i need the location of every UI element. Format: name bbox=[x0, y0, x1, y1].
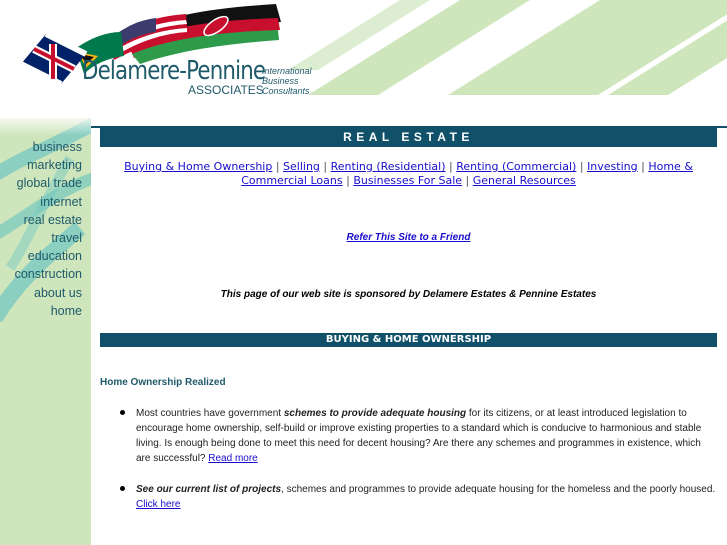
separator: | bbox=[323, 160, 328, 173]
brand-subtitle: ASSOCIATES bbox=[188, 83, 264, 97]
sidebar-item-business[interactable]: business bbox=[32, 140, 82, 154]
separator: | bbox=[579, 160, 584, 173]
tagline-line: Business bbox=[262, 76, 299, 86]
bullet-icon bbox=[120, 486, 125, 491]
sidebar-item-about-us[interactable]: about us bbox=[34, 285, 82, 300]
category-links bbox=[100, 160, 717, 188]
link-renting-residential[interactable]: Renting (Residential) bbox=[330, 160, 446, 173]
separator: | bbox=[449, 160, 453, 173]
read-more-link[interactable]: Read more bbox=[208, 453, 258, 464]
link-home-commercial-loans[interactable]: Home & Commercial Loans bbox=[241, 160, 693, 187]
bullet-text: for its citizens, or at least introduced legislation to encourage home ownership, self-build or improve existing properties to a standard which is conducive to harmonious and stable living. Is enough being done to meet this need for decent housing? Are there any schemes and programmes in existence, which are successful? bbox=[136, 408, 702, 464]
link-selling[interactable]: Selling bbox=[283, 160, 320, 173]
link-renting-commercial[interactable]: Renting (Commercial) bbox=[456, 160, 577, 173]
bullet-text: Most countries have government bbox=[136, 408, 284, 419]
sidebar-item-home[interactable]: home bbox=[50, 303, 82, 318]
separator: | bbox=[641, 160, 645, 173]
tagline-line: International bbox=[262, 66, 312, 76]
section-title: BUYING & HOME OWNERSHIP bbox=[100, 333, 717, 347]
click-here-link[interactable]: Click here bbox=[136, 499, 181, 510]
sidebar-item-education[interactable]: education bbox=[27, 249, 82, 264]
link-buying-home-ownership[interactable]: Buying & Home Ownership bbox=[124, 160, 273, 173]
separator: | bbox=[346, 174, 350, 187]
bullet-emphasis: schemes to provide adequate housing bbox=[283, 408, 467, 419]
link-investing[interactable]: Investing bbox=[587, 160, 638, 173]
page-title: REAL ESTATE bbox=[100, 128, 717, 147]
bullet-list bbox=[118, 406, 718, 528]
sidebar-item-global-trade[interactable]: global trade bbox=[16, 176, 82, 191]
sidebar-item-travel[interactable]: travel bbox=[51, 231, 82, 246]
bullet-text: , schemes and programmes to provide adequate housing for the homeless and the poorly housed. bbox=[281, 484, 716, 495]
sidebar-item-marketing[interactable]: marketing bbox=[27, 158, 82, 173]
sidebar-item-real-estate[interactable]: real estate bbox=[23, 212, 82, 227]
bullet-emphasis: See our current list of projects bbox=[136, 484, 282, 495]
sidebar-nav bbox=[15, 138, 82, 320]
refer-friend-link[interactable]: Refer This Site to a Friend bbox=[346, 232, 471, 243]
sidebar-item-internet[interactable]: internet bbox=[40, 194, 82, 209]
bullet-icon bbox=[120, 410, 125, 415]
refer-section bbox=[100, 232, 717, 243]
link-businesses-for-sale[interactable]: Businesses For Sale bbox=[353, 174, 463, 187]
brand-name: Delamere-Pennine bbox=[82, 56, 266, 86]
separator: | bbox=[275, 160, 280, 173]
list-item bbox=[118, 482, 718, 512]
sponsor-text: This page of our web site is sponsored by Delamere Estates & Pennine Estates bbox=[220, 289, 597, 300]
tagline-line: Consultants bbox=[262, 86, 310, 96]
section-subheading: Home Ownership Realized bbox=[100, 377, 226, 388]
separator: | bbox=[465, 174, 470, 187]
list-item bbox=[118, 406, 718, 466]
link-general-resources[interactable]: General Resources bbox=[472, 174, 576, 187]
brand-tagline bbox=[262, 66, 322, 96]
sidebar bbox=[0, 118, 91, 545]
site-header bbox=[0, 0, 727, 118]
sidebar-item-construction[interactable]: construction bbox=[14, 267, 82, 282]
